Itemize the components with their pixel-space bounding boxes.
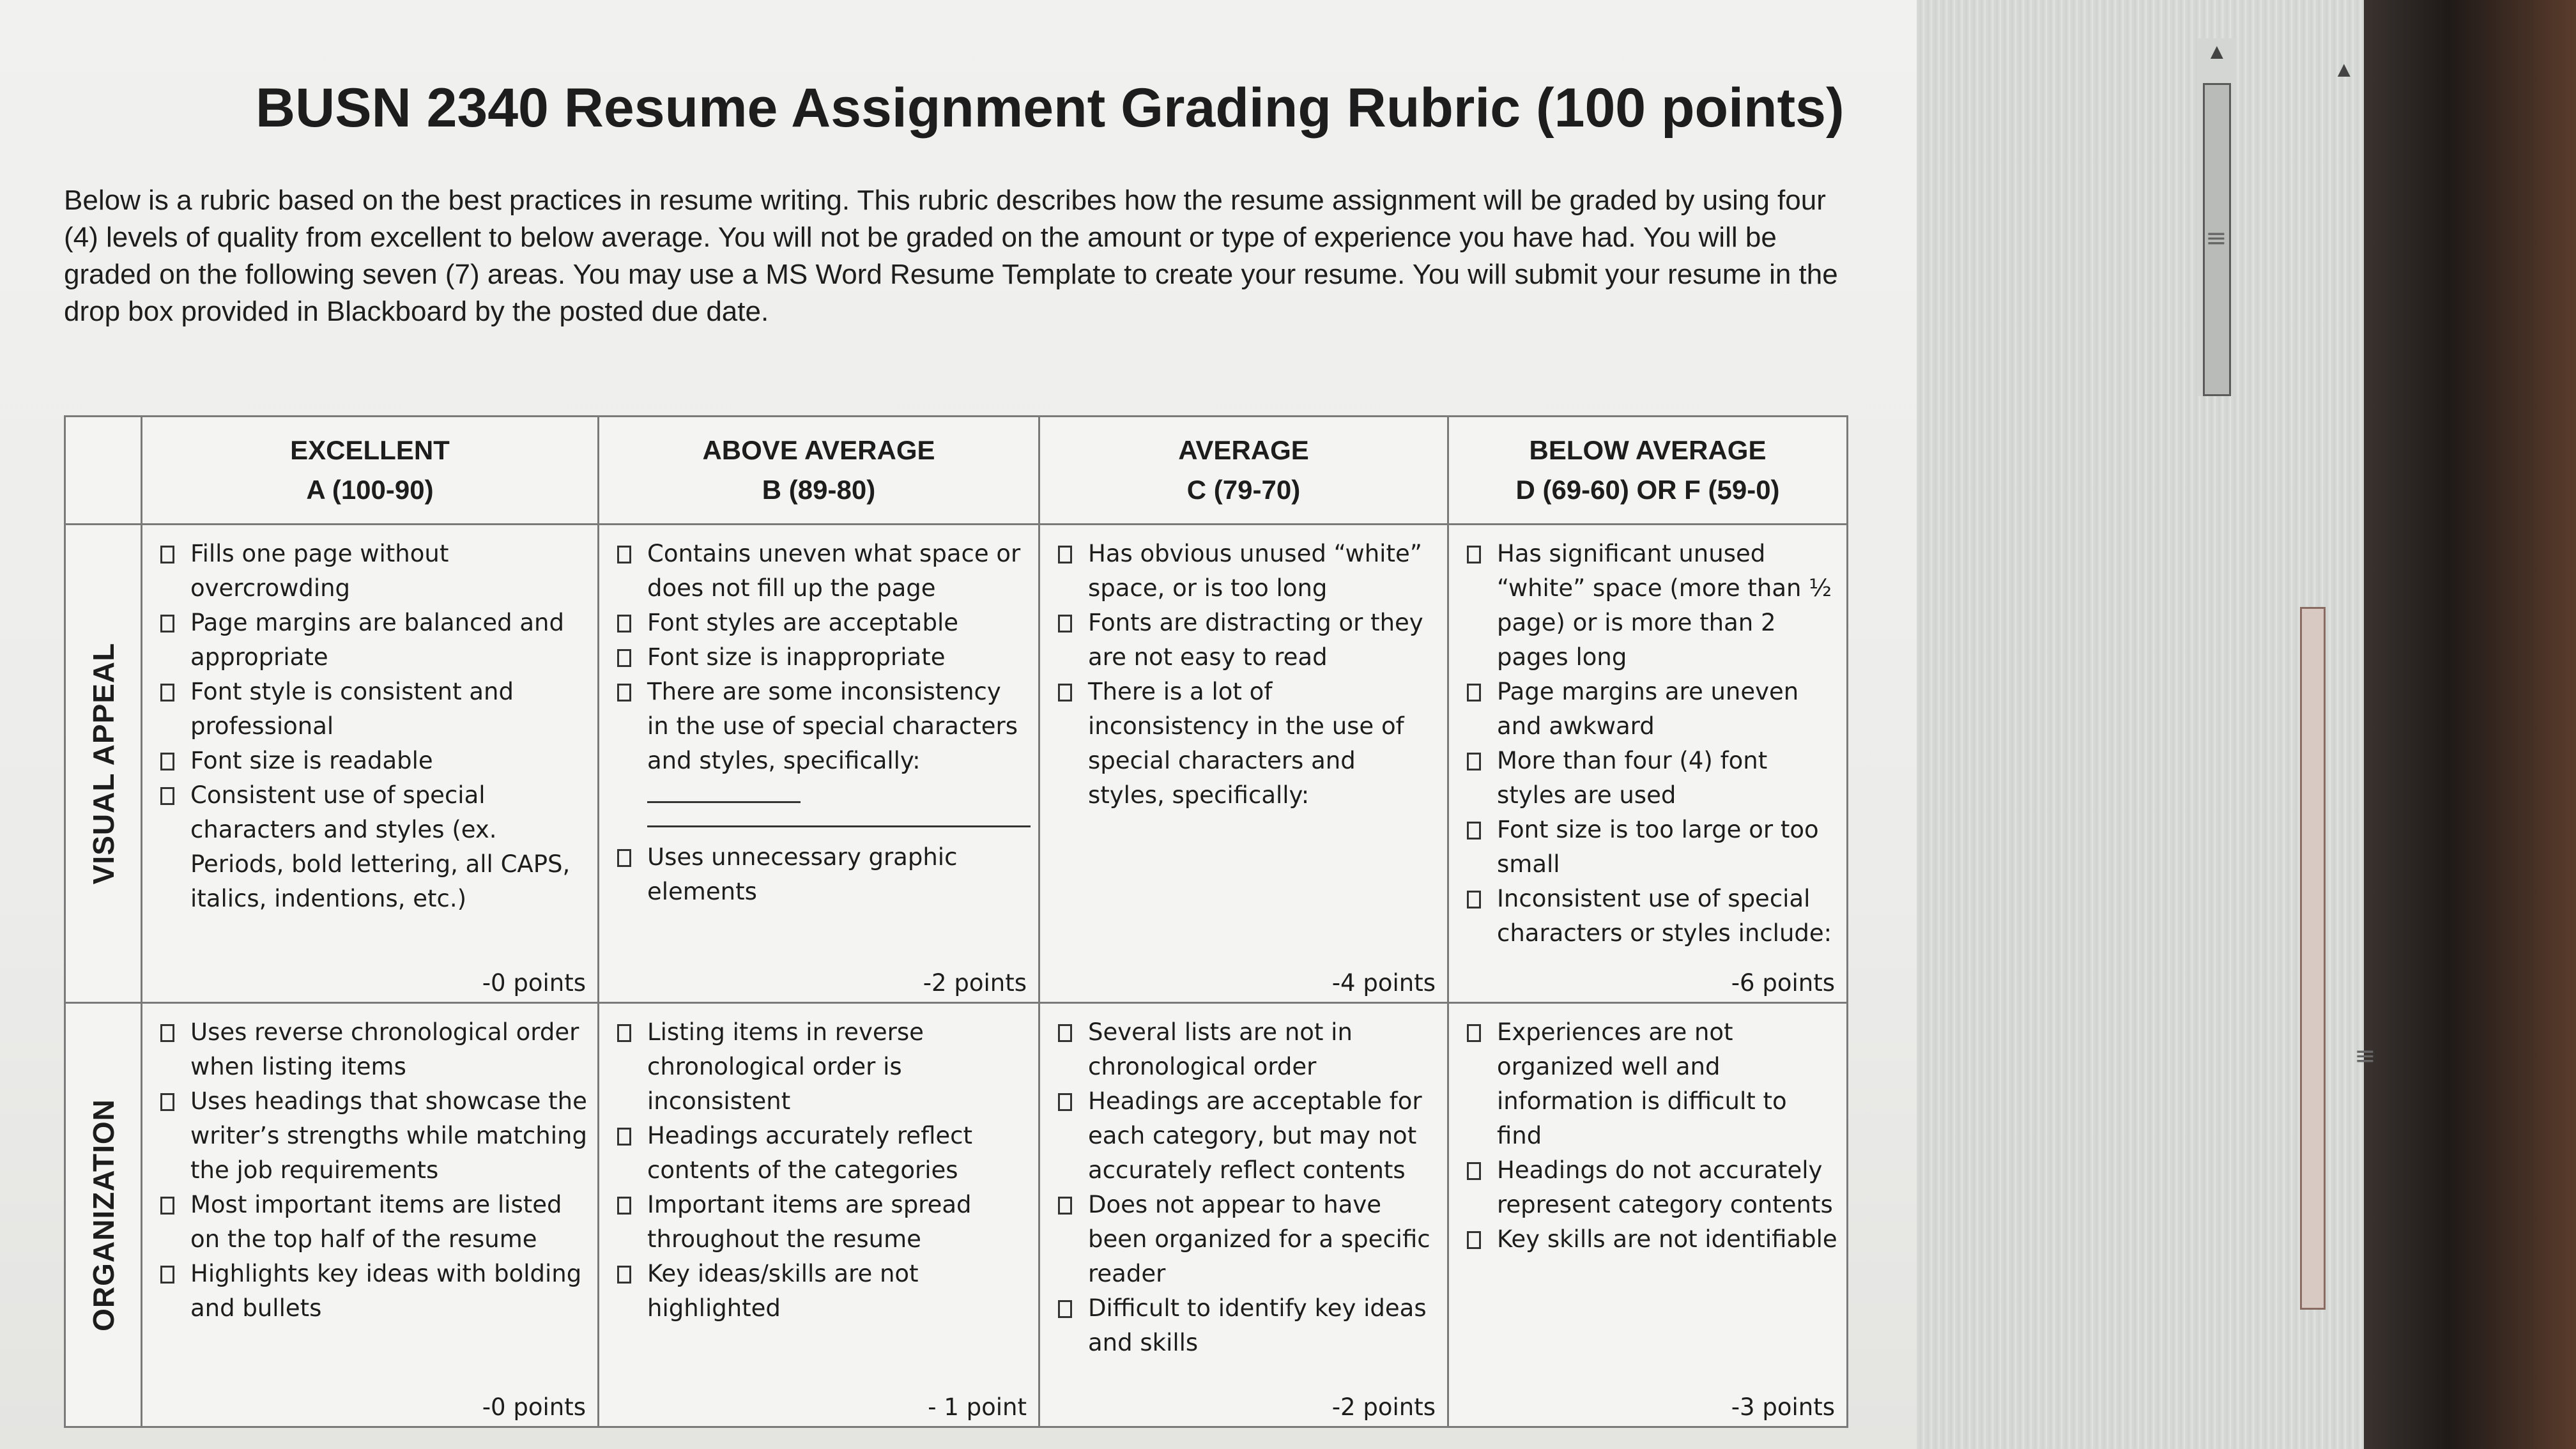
criterion-text: Highlights key ideas with bolding and bullets [190, 1260, 582, 1322]
checkbox-icon[interactable] [1467, 546, 1481, 564]
checkbox-icon[interactable] [1058, 1300, 1072, 1318]
criterion-text: Font styles are acceptable [647, 609, 958, 636]
checkbox-icon[interactable] [1467, 1024, 1481, 1042]
criteria-cell [599, 1003, 1039, 1427]
criterion-text: Most important items are listed on the top half of the resume [190, 1191, 562, 1253]
checkbox-icon[interactable] [1467, 1231, 1481, 1249]
grip-icon: ≡ [2205, 224, 2227, 253]
criteria-cell [1448, 525, 1848, 1003]
criterion-text: Headings are acceptable for each category, but may not accurately reflect contents [1088, 1087, 1422, 1184]
checkbox-icon[interactable] [1058, 684, 1072, 702]
criterion-item [1462, 813, 1837, 882]
criterion-text: Inconsistent use of special characters or styles include: [1497, 885, 1832, 947]
criterion-item [612, 675, 1029, 813]
criterion-item [1053, 1291, 1438, 1360]
side-panel-edge [2300, 607, 2326, 1310]
checkbox-icon[interactable] [1467, 891, 1481, 908]
checkbox-icon[interactable] [160, 1024, 174, 1042]
category-label: ORGANIZATION [86, 1098, 120, 1331]
criterion-text: Font size is inappropriate [647, 643, 946, 671]
criterion-item [155, 778, 588, 916]
checkbox-icon[interactable] [160, 546, 174, 564]
criterion-text: Several lists are not in chronological order [1088, 1018, 1353, 1080]
criteria-cell [1039, 1003, 1448, 1427]
criterion-item [155, 606, 588, 675]
panel-grip-icon: ≡ [2354, 1041, 2376, 1071]
criterion-item [612, 1188, 1029, 1257]
criterion-item [1053, 1188, 1438, 1291]
checkbox-icon[interactable] [617, 615, 631, 632]
criterion-text: Page margins are balanced and appropriate [190, 609, 564, 671]
checkbox-icon[interactable] [617, 1266, 631, 1284]
criterion-text: Headings do not accurately represent category contents [1497, 1156, 1833, 1218]
criterion-text: Key skills are not identifiable [1497, 1225, 1837, 1253]
criterion-item [1053, 1015, 1438, 1084]
checkbox-icon[interactable] [1058, 1197, 1072, 1215]
criterion-text: More than four (4) font styles are used [1497, 747, 1768, 809]
checkbox-icon[interactable] [160, 684, 174, 702]
checkbox-icon[interactable] [1467, 822, 1481, 839]
criterion-text: Listing items in reverse chronological order is inconsistent [647, 1018, 924, 1115]
points-deduction: -3 points [1731, 1393, 1835, 1421]
points-deduction: -2 points [923, 969, 1027, 997]
checkbox-icon[interactable] [160, 1197, 174, 1215]
criterion-text: Difficult to identify key ideas and skills [1088, 1294, 1427, 1356]
criterion-item [612, 840, 1029, 909]
criterion-item [612, 1015, 1029, 1119]
criterion-text: Has obvious unused “white” space, or is too long [1088, 540, 1422, 602]
criterion-text: Fonts are distracting or they are not easy to read [1088, 609, 1423, 671]
checkbox-icon[interactable] [1058, 546, 1072, 564]
checkbox-icon[interactable] [1467, 1162, 1481, 1180]
criterion-item [155, 744, 588, 778]
panel-scroll-up-icon[interactable]: ▲ [2333, 57, 2355, 82]
criterion-item [612, 1257, 1029, 1326]
criteria-cell [599, 525, 1039, 1003]
points-deduction: -2 points [1331, 1393, 1436, 1421]
level-name: ABOVE AVERAGE [702, 435, 935, 465]
level-range: D (69-60) OR F (59-0) [1515, 475, 1780, 505]
criterion-item [1053, 675, 1438, 813]
criterion-text: Uses reverse chronological order when listing items [190, 1018, 579, 1080]
criterion-item [155, 537, 588, 606]
level-name: EXCELLENT [290, 435, 450, 465]
checkbox-icon[interactable] [160, 787, 174, 805]
intro-paragraph: Below is a rubric based on the best practices in resume writing. This rubric describes how the resume assignment will be graded by using four (4) levels of quality from excellent to below average. You will not be graded on the amount or type of experience you have had. You will be graded on the following seven (7) areas. You may use a MS Word Resume Template to create your resume. You will submit your resume in the drop box provided in Blackboard by the posted due date. [64, 185, 1838, 327]
grading-rubric-table [64, 415, 1848, 1428]
checkbox-icon[interactable] [617, 1024, 631, 1042]
level-header [142, 417, 599, 525]
criterion-text: Important items are spread throughout the resume [647, 1191, 972, 1253]
criterion-item [1053, 537, 1438, 606]
criterion-text: Does not appear to have been organized for a specific reader [1088, 1191, 1430, 1287]
level-header [1448, 417, 1848, 525]
checkbox-icon[interactable] [617, 1197, 631, 1215]
level-range: A (100-90) [306, 475, 434, 505]
monitor-bezel [2364, 0, 2576, 1449]
criterion-item [155, 1084, 588, 1188]
criterion-item [1462, 675, 1837, 744]
criterion-item [1462, 1222, 1837, 1257]
criterion-item [1462, 537, 1837, 675]
criterion-item [155, 675, 588, 744]
criterion-text: Uses unnecessary graphic elements [647, 843, 958, 905]
checkbox-icon[interactable] [617, 546, 631, 564]
criterion-item [1053, 606, 1438, 675]
level-name: AVERAGE [1178, 435, 1309, 465]
criterion-text: Experiences are not organized well and information is difficult to find [1497, 1018, 1787, 1149]
category-label: VISUAL APPEAL [86, 642, 120, 885]
level-header [1039, 417, 1448, 525]
criterion-text: Contains uneven what space or does not fill up the page [647, 540, 1021, 602]
criterion-text: Font style is consistent and professional [190, 678, 514, 740]
criterion-text: Uses headings that showcase the writer’s strengths while matching the job requirements [190, 1087, 587, 1184]
scroll-up-icon[interactable]: ▲ [2206, 40, 2228, 64]
criteria-cell [1039, 525, 1448, 1003]
criterion-item [612, 1119, 1029, 1188]
criteria-cell [142, 1003, 599, 1427]
criterion-text: Fills one page without overcrowding [190, 540, 449, 602]
rubric-row-visual-appeal [65, 525, 1848, 1003]
checkbox-icon[interactable] [160, 753, 174, 770]
criterion-text: There is a lot of inconsistency in the use of special characters and styles, specifically: [1088, 678, 1404, 809]
page-title: BUSN 2340 Resume Assignment Grading Rubric (100 points) [256, 77, 1844, 139]
criterion-item [155, 1257, 588, 1326]
checkbox-icon[interactable] [617, 649, 631, 667]
criteria-cell [1448, 1003, 1848, 1427]
checkbox-icon[interactable] [1467, 684, 1481, 702]
criterion-text: Key ideas/skills are not highlighted [647, 1260, 919, 1322]
criterion-item [1462, 1153, 1837, 1222]
level-range: C (79-70) [1186, 475, 1301, 505]
checkbox-icon[interactable] [617, 849, 631, 867]
criterion-item [155, 1188, 588, 1257]
criterion-item [612, 537, 1029, 606]
criterion-item [155, 1015, 588, 1084]
checkbox-icon[interactable] [1058, 1093, 1072, 1111]
blank-line-row [612, 813, 1029, 827]
criterion-item [1462, 882, 1837, 951]
points-deduction: -6 points [1731, 969, 1835, 997]
rubric-row-organization [65, 1003, 1848, 1427]
points-deduction: -0 points [482, 969, 586, 997]
criterion-text: Consistent use of special characters and styles (ex. Periods, bold lettering, all CAPS, italics, indentions, etc.) [190, 781, 571, 912]
checkbox-icon[interactable] [1058, 615, 1072, 632]
checkbox-icon[interactable] [617, 1128, 631, 1146]
criterion-item [612, 640, 1029, 675]
level-header [599, 417, 1039, 525]
criterion-text: Font size is too large or too small [1497, 816, 1819, 878]
level-range: B (89-80) [762, 475, 876, 505]
category-cell [65, 1003, 142, 1427]
points-deduction: - 1 point [928, 1393, 1027, 1421]
criterion-text: Has significant unused “white” space (more than ½ page) or is more than 2 pages long [1497, 540, 1832, 671]
checkbox-icon[interactable] [160, 1266, 174, 1284]
criterion-item [1462, 744, 1837, 813]
rubric-header-row [65, 417, 1848, 525]
checkbox-icon[interactable] [617, 684, 631, 702]
criterion-text: There are some inconsistency in the use of special characters and styles, specifically: [647, 678, 1018, 774]
points-deduction: -0 points [482, 1393, 586, 1421]
corner-cell [65, 417, 142, 525]
criteria-cell [142, 525, 599, 1003]
side-background [1917, 0, 2364, 1449]
checkbox-icon[interactable] [160, 615, 174, 632]
checkbox-icon[interactable] [1467, 753, 1481, 770]
criterion-text: Page margins are uneven and awkward [1497, 678, 1799, 740]
criterion-item [1462, 1015, 1837, 1153]
criterion-item [612, 606, 1029, 640]
level-name: BELOW AVERAGE [1529, 435, 1767, 465]
criterion-text: Font size is readable [190, 747, 433, 774]
criterion-item [1053, 1084, 1438, 1188]
criterion-text: Headings accurately reflect contents of the categories [647, 1122, 972, 1184]
fill-in-blank[interactable] [647, 779, 801, 803]
points-deduction: -4 points [1331, 969, 1436, 997]
category-cell [65, 525, 142, 1003]
checkbox-icon[interactable] [1058, 1024, 1072, 1042]
fill-in-blank[interactable] [647, 813, 1031, 827]
checkbox-icon[interactable] [160, 1093, 174, 1111]
